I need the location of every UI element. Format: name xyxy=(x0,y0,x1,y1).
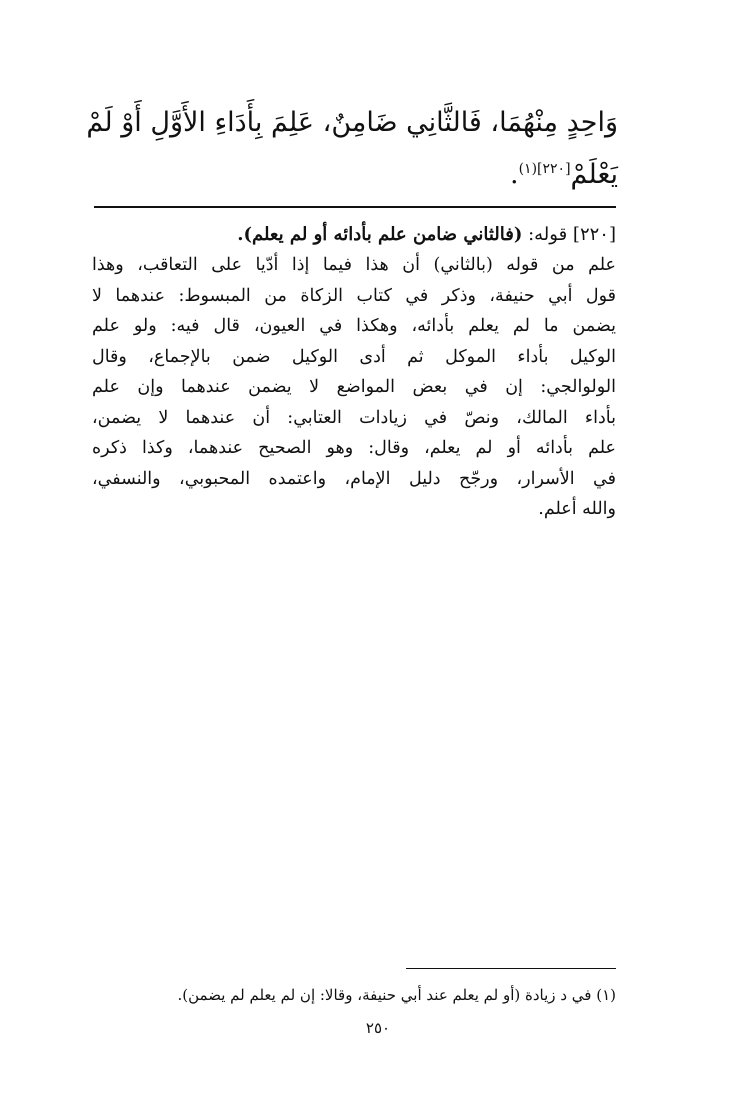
matn-line-2-text: يَعْلَمْ xyxy=(570,159,618,190)
page-number: ٢٥٠ xyxy=(365,1019,391,1037)
commentary-quote: (فالثاني ضامن علم بأدائه أو لم يعلم). xyxy=(237,224,523,245)
footnote-text: في د زيادة (أو لم يعلم عند أبي حنيفة، وقالا: إن لم يعلم لم يضمن). xyxy=(177,986,592,1004)
footnote xyxy=(92,982,616,1008)
section-divider xyxy=(94,206,616,208)
commentary-line: قول أبي حنيفة، وذكر في كتاب الزكاة من المبسوط: عندهما لا xyxy=(92,285,616,306)
matn-line-1: وَاحِدٍ مِنْهُمَا، فَالثَّانِي ضَامِنٌ، عَلِمَ بِأَدَاءِ الأَوَّلِ أَوْ لَمْ xyxy=(86,107,618,138)
footnote-reference: [٢٢٠](١) xyxy=(518,161,571,177)
commentary-qawluh: قوله: xyxy=(528,224,568,245)
matn-line-2 xyxy=(92,146,618,198)
commentary-line: في الأسرار، ورجّح دليل الإمام، واعتمده المحبوبي، والنسفي، xyxy=(92,468,616,489)
commentary-line: علم بأدائه أو لم يعلم، وقال: وهو الصحيح عندهما، وكذا ذكره xyxy=(92,438,616,458)
matn-text xyxy=(86,100,618,198)
commentary-line: بأداء المالك، ونصّ في زيادات العتابي: أن عندهما لا يضمن، xyxy=(92,407,616,428)
commentary-heading xyxy=(92,220,616,250)
matn-end-period: . xyxy=(509,159,519,190)
commentary-number: [٢٢٠] xyxy=(572,224,616,245)
commentary-line: الوكيل بأداء الموكل ثم أدى الوكيل ضمن بالإجماع، وقال xyxy=(92,346,616,367)
commentary-line: علم من قوله (بالثاني) أن هذا فيما إذا أدّيا على التعاقب، وهذا xyxy=(92,255,616,275)
commentary-line: والله أعلم. xyxy=(538,499,616,519)
footnote-divider xyxy=(406,968,616,969)
commentary-line: يضمن ما لم يعلم بأدائه، وهكذا في العيون، قال فيه: ولو علم xyxy=(92,316,616,336)
footnote-marker: (١) xyxy=(596,986,616,1004)
commentary-section xyxy=(92,220,616,525)
commentary-line: الولوالجي: إن في بعض المواضع لا يضمن عندهما وإن علم xyxy=(92,377,616,397)
